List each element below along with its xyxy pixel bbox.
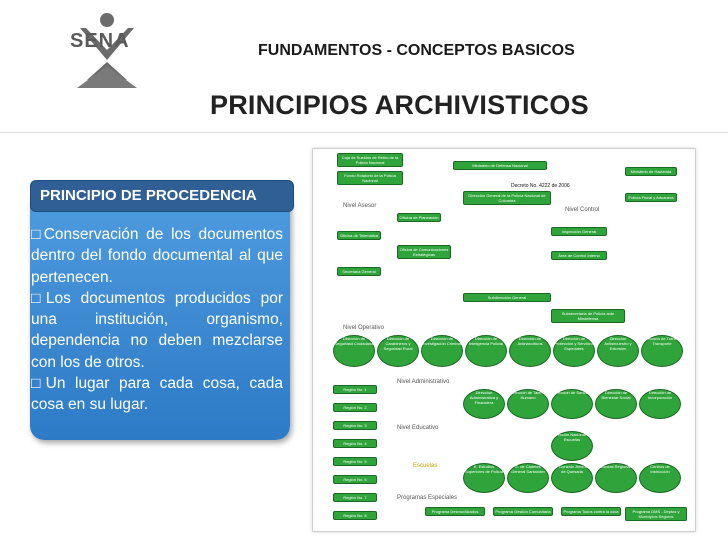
node-inspeccion: Inspección General (551, 227, 607, 236)
node-subdireccion: Subdirección General (463, 293, 551, 302)
node-secretaria: Secretaria General (337, 267, 381, 276)
bullet-box-icon: □ (31, 375, 46, 393)
page-title: PRINCIPIOS ARCHIVISTICOS (210, 90, 589, 120)
nivel-educativo: Nivel Educativo (397, 425, 439, 431)
node-esc2: E. de Cadetes General Santander (507, 463, 549, 493)
node-prog2: Programa Gestión Comunitaria (493, 507, 553, 516)
org-chart (312, 148, 696, 532)
region-6: Región No. 6 (333, 475, 377, 484)
node-op8: Dirección de Tránsito Transporte (641, 335, 683, 367)
node-comunicaciones: Oficina de Comunicaciones Estratégicas (397, 245, 451, 259)
node-adm4: Dirección de Bienestar Social (595, 389, 637, 419)
escuelas-label: Escuelas (413, 463, 438, 469)
nivel-administrativo: Nivel Administrativo (397, 379, 450, 385)
node-edu1: Dirección Nacional de Escuelas (551, 431, 593, 461)
node-adm5: Dirección de Incorporación (639, 389, 681, 419)
region-8: Región No. 8 (333, 511, 377, 520)
node-adm2: Dirección de Talento Humano (507, 389, 549, 419)
node-op6: Dirección de Protección y Servicios Especiales (553, 335, 595, 367)
node-prog1: Programa Desmovilizados (425, 507, 485, 516)
node-direccion-general: Dirección General de la Policía Nacional de Colombia (463, 191, 551, 205)
node-fondo: Fondo Rotatorio de la Policía Nacional (337, 171, 403, 185)
region-5: Región No. 5 (333, 457, 377, 466)
node-caja: Caja de Sueldos de Retiro de la Policía Nacional (337, 153, 403, 167)
nivel-asesor: Nivel Asesor (343, 203, 377, 209)
region-4: Región No. 4 (333, 439, 377, 448)
nivel-control: Nivel Control (565, 207, 600, 213)
node-planeacion: Oficina de Planeación (397, 213, 441, 222)
node-esc1: E. Estudios Superiores de Policía (463, 463, 505, 493)
logo-text: SENA (70, 30, 130, 52)
node-ministerio: Ministerio de Defensa Nacional (453, 161, 547, 170)
node-subsecretaria: Subsecretaría de Policía ante Mindefensa (551, 309, 625, 323)
node-adm1: Dirección Administrativa y Financiera (463, 389, 505, 419)
node-op1: Dirección de Seguridad Ciudadana (333, 335, 375, 367)
region-2: Región No. 2 (333, 403, 377, 412)
principle-title: PRINCIPIO DE PROCEDENCIA (40, 187, 257, 204)
node-policia-fiscal: Policía Fiscal y Aduanera (625, 193, 677, 202)
header-divider (0, 132, 728, 133)
node-prog4: Programa DMS - Deptos y Municipios Seguros (625, 507, 687, 521)
bullet-1: □Conservación de los documentos dentro del fondo documental al que pertenecen. (31, 226, 283, 286)
region-3: Región No. 3 (333, 421, 377, 430)
node-telematica: Oficina de Telemática (337, 231, 381, 240)
region-7: Región No. 7 (333, 493, 377, 502)
page-subtitle: FUNDAMENTOS - CONCEPTOS BASICOS (258, 42, 575, 59)
bullet-2: □Los documentos producidos por una institución, organismo, dependencia no deben mezclarse con los de otros. (31, 289, 283, 371)
node-op4: Dirección de Inteligencia Policial (465, 335, 507, 367)
nivel-operativo: Nivel Operativo (343, 325, 385, 331)
principle-text (31, 224, 283, 416)
bullet-box-icon: □ (31, 289, 46, 307)
node-prog3: Programa Todos contra la coca (561, 507, 621, 516)
node-esc4: Escuelas Regionales (595, 463, 637, 493)
node-control-interno: Área de Control Interno (551, 251, 607, 260)
node-hacienda: Ministerio de Hacienda (625, 167, 677, 176)
node-op5: Dirección de Antinarcóticos (509, 335, 551, 367)
node-op3: Dirección de Investigación Criminal (421, 335, 463, 367)
region-1: Región No. 1 (333, 385, 377, 394)
node-op7: Dirección Antisecuestro y Extorsión (597, 335, 639, 367)
decreto-label: Decreto No. 4222 de 2006 (511, 183, 570, 189)
node-esc5: Centros de Instrucción (639, 463, 681, 493)
node-adm3: Dirección de Sanidad (551, 389, 593, 419)
bullet-3: □Un lugar para cada cosa, cada cosa en su lugar. (31, 375, 283, 414)
node-esc3: E. Gonzalo Jiménez de Quesada (551, 463, 593, 493)
programas-label: Programas Especiales (397, 495, 458, 501)
bullet-box-icon: □ (31, 226, 44, 243)
node-op2: Dirección de Carabineros y Seguridad Rural (377, 335, 419, 367)
